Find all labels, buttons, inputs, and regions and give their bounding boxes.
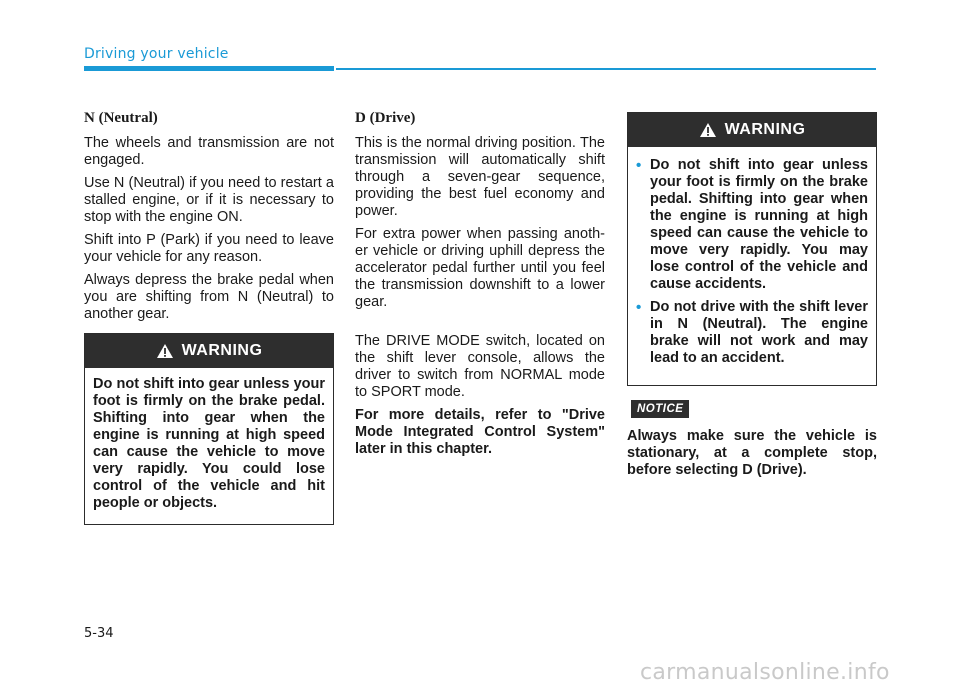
warning-title: WARNING [724, 121, 806, 138]
warning-text: Do not shift into gear unless your foot is firmly on the brake pedal. Shifting into gear when the engine is running at high speed can cause the vehicle to move very rapidly. You could lose control of the vehicle and hit people or objects. [93, 376, 325, 511]
warning-triangle-icon [699, 122, 717, 138]
section-title: Driving your vehicle [84, 46, 229, 62]
column-warnings [627, 112, 877, 485]
warning-header [628, 113, 876, 147]
warning-list-item: • Do not drive with the shift lever in N (Neutral). The engine brake will not work and may lead to an accident. [636, 299, 868, 367]
notice-badge: NOTICE [631, 400, 689, 418]
drive-paragraph: The DRIVE MODE switch, located on the shift lever console, allows the driver to switch from NORMAL mode to SPORT mode. [355, 333, 605, 400]
neutral-paragraph: Shift into P (Park) if you need to leave your vehicle for any reason. [84, 232, 334, 265]
warning-list-item: • Do not shift into gear unless your foot is firmly on the brake pedal. Shifting into gear when the engine is running at high speed can cause the vehicle to move very rapidly. You may lose control of the vehicle and cause accidents. [636, 157, 868, 293]
header-rule-thin [336, 68, 876, 70]
column-neutral [84, 110, 334, 525]
warning-triangle-icon [156, 343, 174, 359]
drive-heading: D (Drive) [355, 110, 416, 126]
neutral-paragraph: Use N (Neutral) if you need to restart a stalled engine, or if it is necessary to stop with the engine ON. [84, 175, 334, 225]
watermark: carmanualsonline.info [640, 660, 890, 685]
warning-title: WARNING [181, 342, 263, 359]
warning-header [85, 334, 333, 368]
drive-bold-note: For more details, refer to "Drive Mode Integrated Control System" later in this chapter. [355, 407, 605, 457]
warning-list [628, 147, 876, 385]
neutral-warning-box [84, 333, 334, 525]
drive-warning-box [627, 112, 877, 386]
drive-paragraph: This is the normal driving position. The transmission will automatically shift through a seven-gear sequence, providing the best fuel economy and power. [355, 135, 605, 219]
neutral-paragraph: The wheels and transmission are not engaged. [84, 135, 334, 168]
header-rule-thick [84, 66, 334, 71]
page-number: 5-34 [84, 626, 114, 641]
neutral-heading: N (Neutral) [84, 110, 158, 126]
notice-text: Always make sure the vehicle is stationary, at a complete stop, before selecting D (Drive). [627, 428, 877, 478]
drive-paragraph: For extra power when passing anoth-er vehicle or driving uphill depress the accelerator pedal further until you feel the transmission downshift to a lower gear. [355, 226, 605, 310]
column-drive [355, 110, 605, 464]
neutral-paragraph: Always depress the brake pedal when you are shifting from N (Neutral) to another gear. [84, 272, 334, 322]
